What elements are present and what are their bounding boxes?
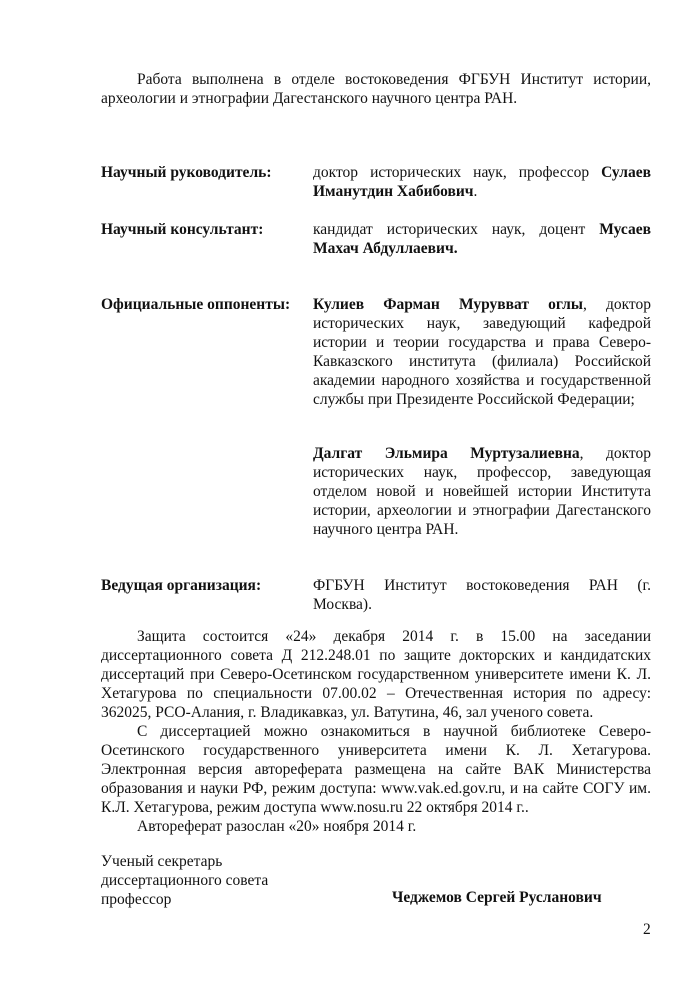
- opponent-second-name: Далгат Эльмира Муртузалиевна: [313, 445, 580, 462]
- leading-org-value: ФГБУН Институт востоковедения РАН (г. Москва).: [313, 577, 651, 613]
- opponent-second: Далгат Эльмира Муртузалиевна, доктор исторических наук, профессор, заведующая отделом новой и новейшей истории Института истории, археологии и этнографии Дагестанского научного центра РАН.: [313, 445, 651, 538]
- signature-title: Ученый секретарь диссертационного совета профессор: [101, 853, 269, 908]
- consultant-value: кандидат исторических наук, доцент Мусаев Махач Абдуллаевич.: [313, 221, 651, 257]
- leading-org-label: Ведущая организация:: [101, 577, 262, 594]
- consultant-label: Научный консультант:: [101, 221, 264, 238]
- supervisor-value: доктор исторических наук, профессор Сулаев Иманутдин Хабибович.: [313, 164, 651, 200]
- sent-paragraph: Автореферат разослан «20» ноября 2014 г.: [137, 818, 417, 835]
- library-paragraph: С диссертацией можно ознакомиться в научной библиотеке Северо-Осетинского государственного университета имени К. Л. Хетагурова. Электронная версия автореферата размещена на сайте ВАК Министерства образования и науки РФ, режим доступа: www.vak.ed.gov.ru, и на сайте СОГУ им. К.Л. Хетагурова, режим доступа www.nosu.ru 22 октября 2014 г..: [101, 723, 651, 816]
- page-number: 2: [643, 921, 651, 938]
- signature-name: Чеджемов Сергей Русланович: [392, 889, 602, 906]
- defense-paragraph: Защита состоится «24» декабря 2014 г. в 15.00 на заседании диссертационного совета Д 212.248.01 по защите докторских и кандидатских диссертаций при Северо-Осетинском государственном университете имени К. Л. Хетагурова по специальности 07.00.02 – Отечественная история по адресу: 362025, РСО-Алания, г. Владикавказ, ул. Ватутина, 46, зал ученого совета.: [101, 628, 651, 721]
- supervisor-label: Научный руководитель:: [101, 164, 272, 181]
- opponents-label: Официальные оппоненты:: [101, 296, 291, 313]
- opponent-first-name: Кулиев Фарман Мурувват оглы: [313, 296, 583, 313]
- defense-section: [101, 627, 651, 836]
- intro-paragraph: Работа выполнена в отделе востоковедения ФГБУН Институт истории, археологии и этнографии Дагестанского научного центра РАН.: [101, 71, 651, 107]
- supervisor-name: Сулаев Иманутдин Хабибович: [313, 164, 651, 200]
- consultant-name: Мусаев Махач Абдуллаевич.: [313, 221, 651, 257]
- opponent-first: Кулиев Фарман Мурувват оглы, доктор исторических наук, заведующий кафедрой истории и теории государства и права Северо-Кавказского института (филиала) Российской академии народного хозяйства и государственной службы при Президенте Российской Федерации;: [313, 296, 651, 408]
